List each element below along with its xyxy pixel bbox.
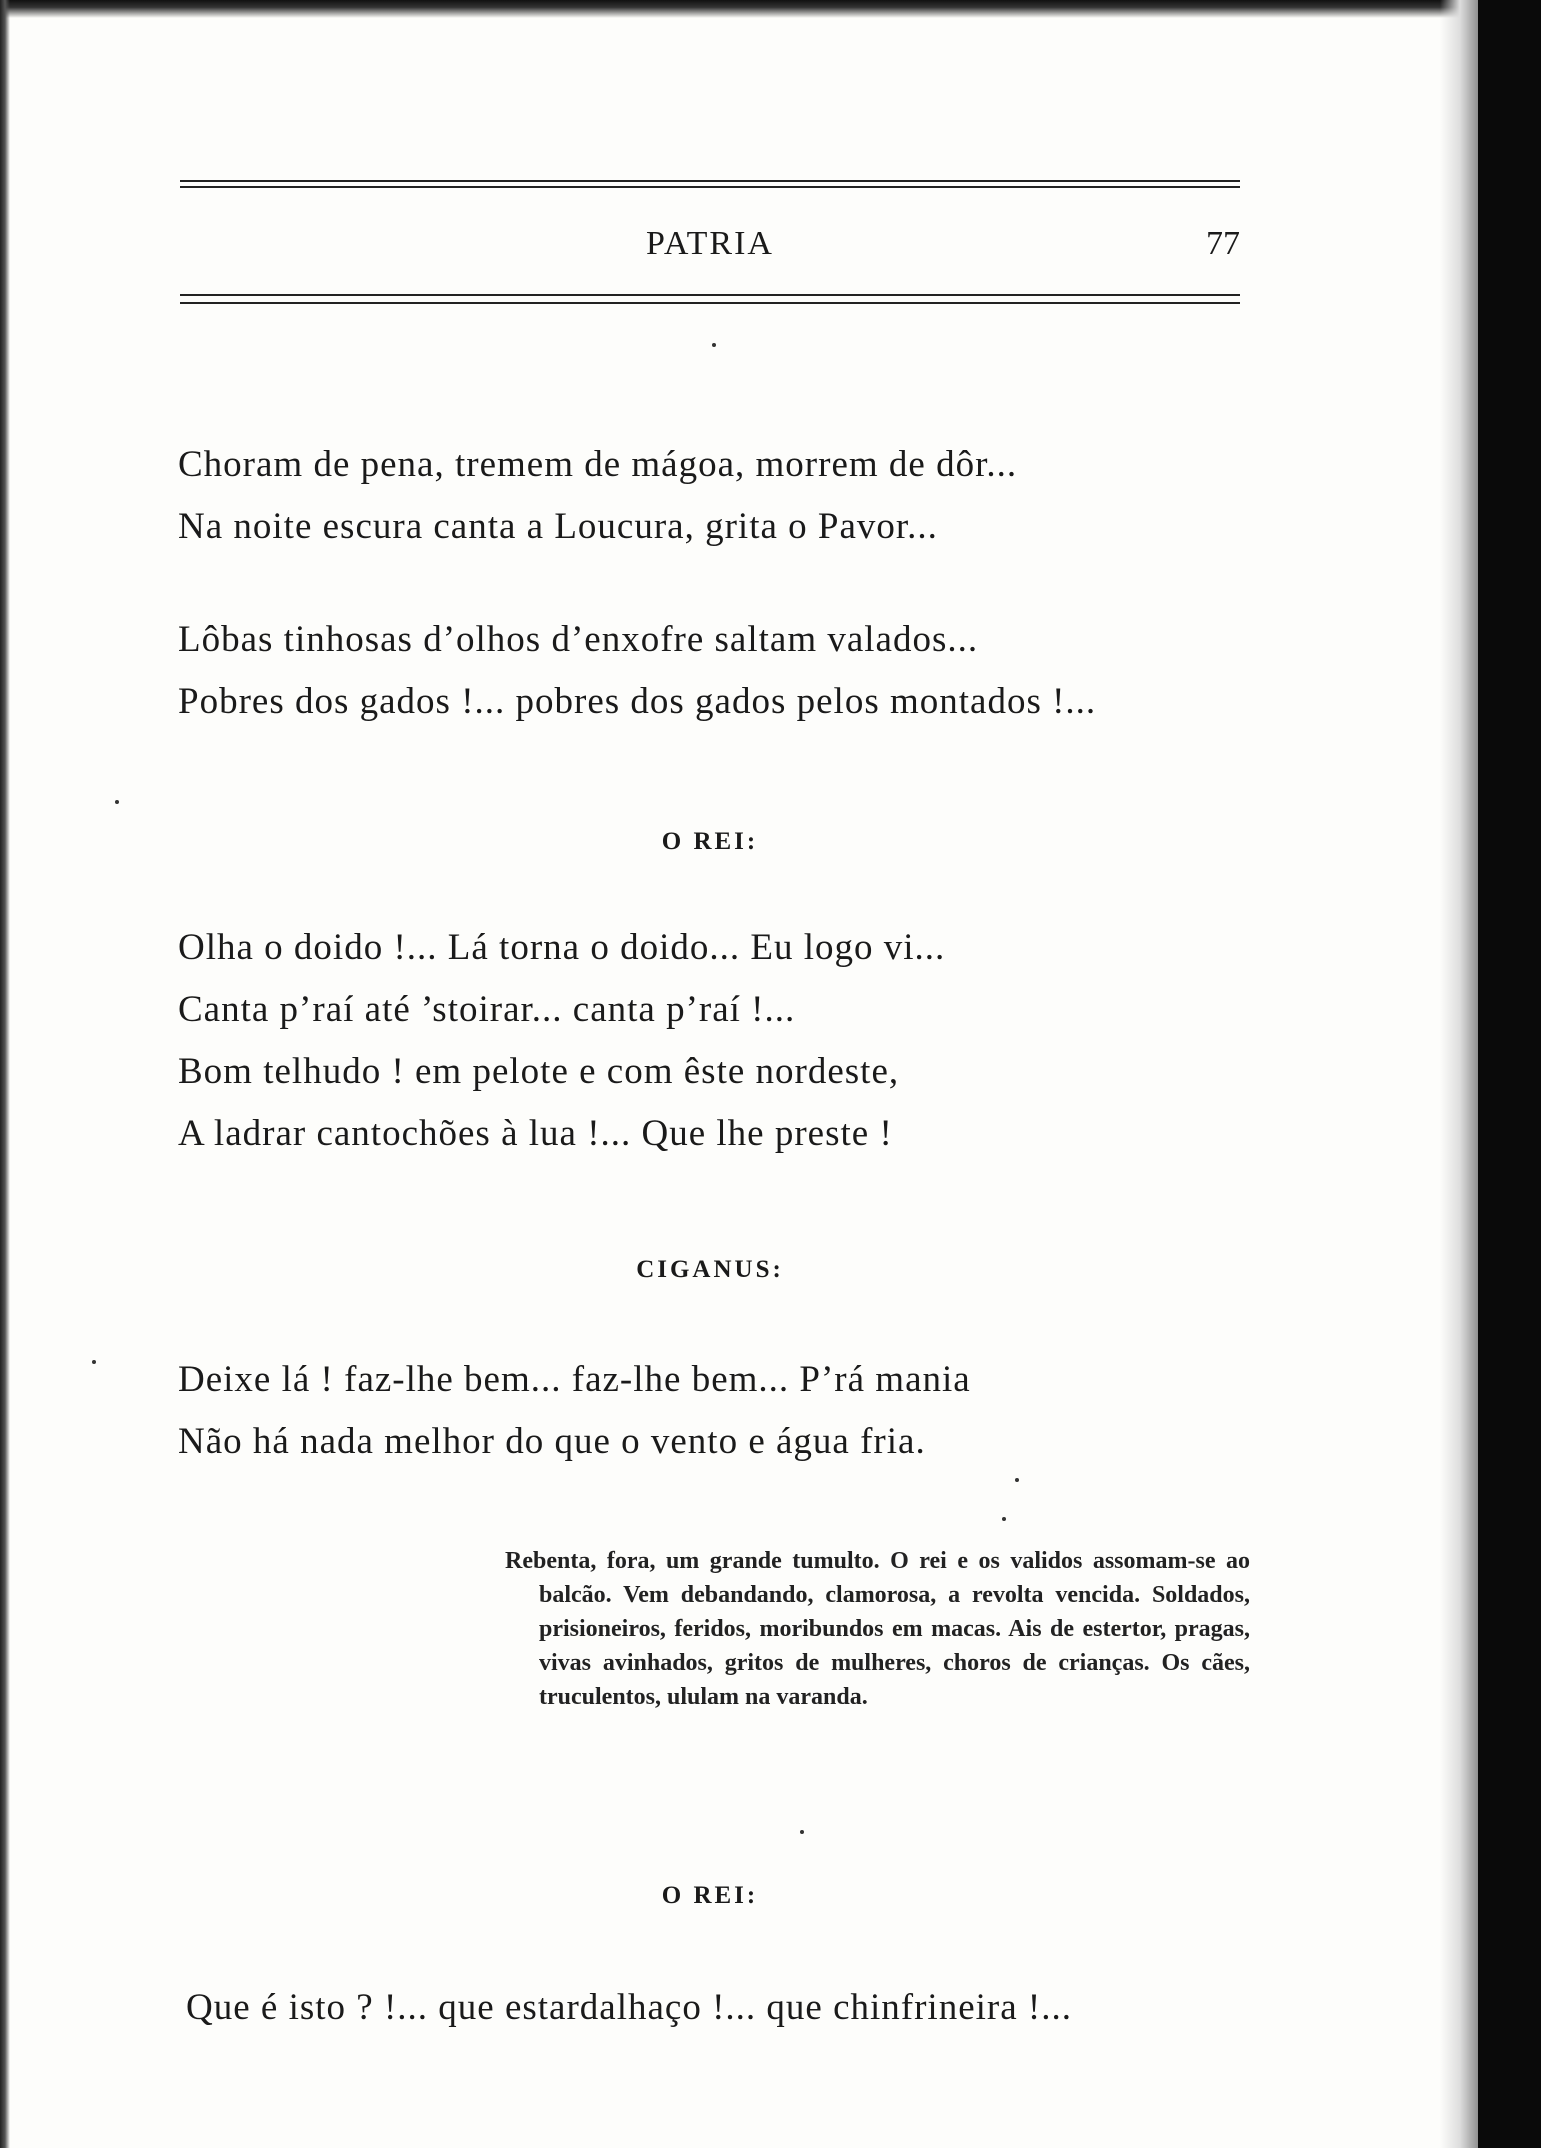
scan-speck <box>712 343 716 347</box>
scan-speck <box>115 800 119 804</box>
scan-speck <box>92 1360 96 1364</box>
verse-line: Na noite escura canta a Loucura, grita o Pavor... <box>178 506 938 547</box>
verse-line: A ladrar cantochões à lua !... Que lhe preste ! <box>178 1113 893 1154</box>
speaker-label: CIGANUS: <box>636 1256 784 1283</box>
verse-line: Pobres dos gados !... pobres dos gados pelos montados !... <box>178 681 1097 722</box>
header-rule-top <box>180 180 1240 182</box>
page-number: 77 <box>1206 225 1240 262</box>
header-rule-bottom-inner <box>180 294 1240 296</box>
speaker-label: O REI: <box>661 828 759 855</box>
scan-speck <box>1015 1478 1019 1482</box>
verse-line: Choram de pena, tremem de mágoa, morrem de dôr... <box>178 444 1018 485</box>
scan-edge-right <box>1478 0 1541 2148</box>
verse-line: Lôbas tinhosas d’olhos d’enxofre saltam valados... <box>178 619 979 660</box>
verse-line: Não há nada melhor do que o vento e água fria. <box>178 1421 926 1462</box>
verse-line: Olha o doido !... Lá torna o doido... Eu logo vi... <box>178 927 946 968</box>
verse-line: Canta p’raí até ’stoirar... canta p’raí !... <box>178 989 796 1030</box>
stage-direction-text: Rebenta, fora, um grande tumulto. O rei e os validos assomam-se ao balcão. Vem debandando, clamorosa, a revolta vencida. Soldados, prisioneiros, feridos, moribundos em macas. Ais de estertor, pragas, vivas avinhados, gritos de mulheres, choros de crianças. Os cães, truculentos, ululam na varanda. <box>505 1548 1250 1710</box>
stage-direction <box>505 1544 1250 1714</box>
verse-line: Bom telhudo ! em pelote e com êste nordeste, <box>178 1051 900 1092</box>
scan-speck <box>1002 1517 1006 1521</box>
running-title: PATRIA <box>646 225 774 262</box>
verse-line: Que é isto ? !... que estardalhaço !... que chinfrineira !... <box>186 1987 1072 2028</box>
scan-edge-left <box>0 0 10 2148</box>
scan-edge-top <box>0 0 1541 18</box>
page-gutter-shadow <box>1440 0 1480 2148</box>
header-rule-bottom <box>180 302 1240 304</box>
scan-speck <box>800 1830 804 1834</box>
verse-line: Deixe lá ! faz-lhe bem... faz-lhe bem... P’rá mania <box>178 1359 971 1400</box>
running-head <box>180 225 1240 265</box>
speaker-label: O REI: <box>661 1882 759 1909</box>
header-rule-top-inner <box>180 186 1240 188</box>
